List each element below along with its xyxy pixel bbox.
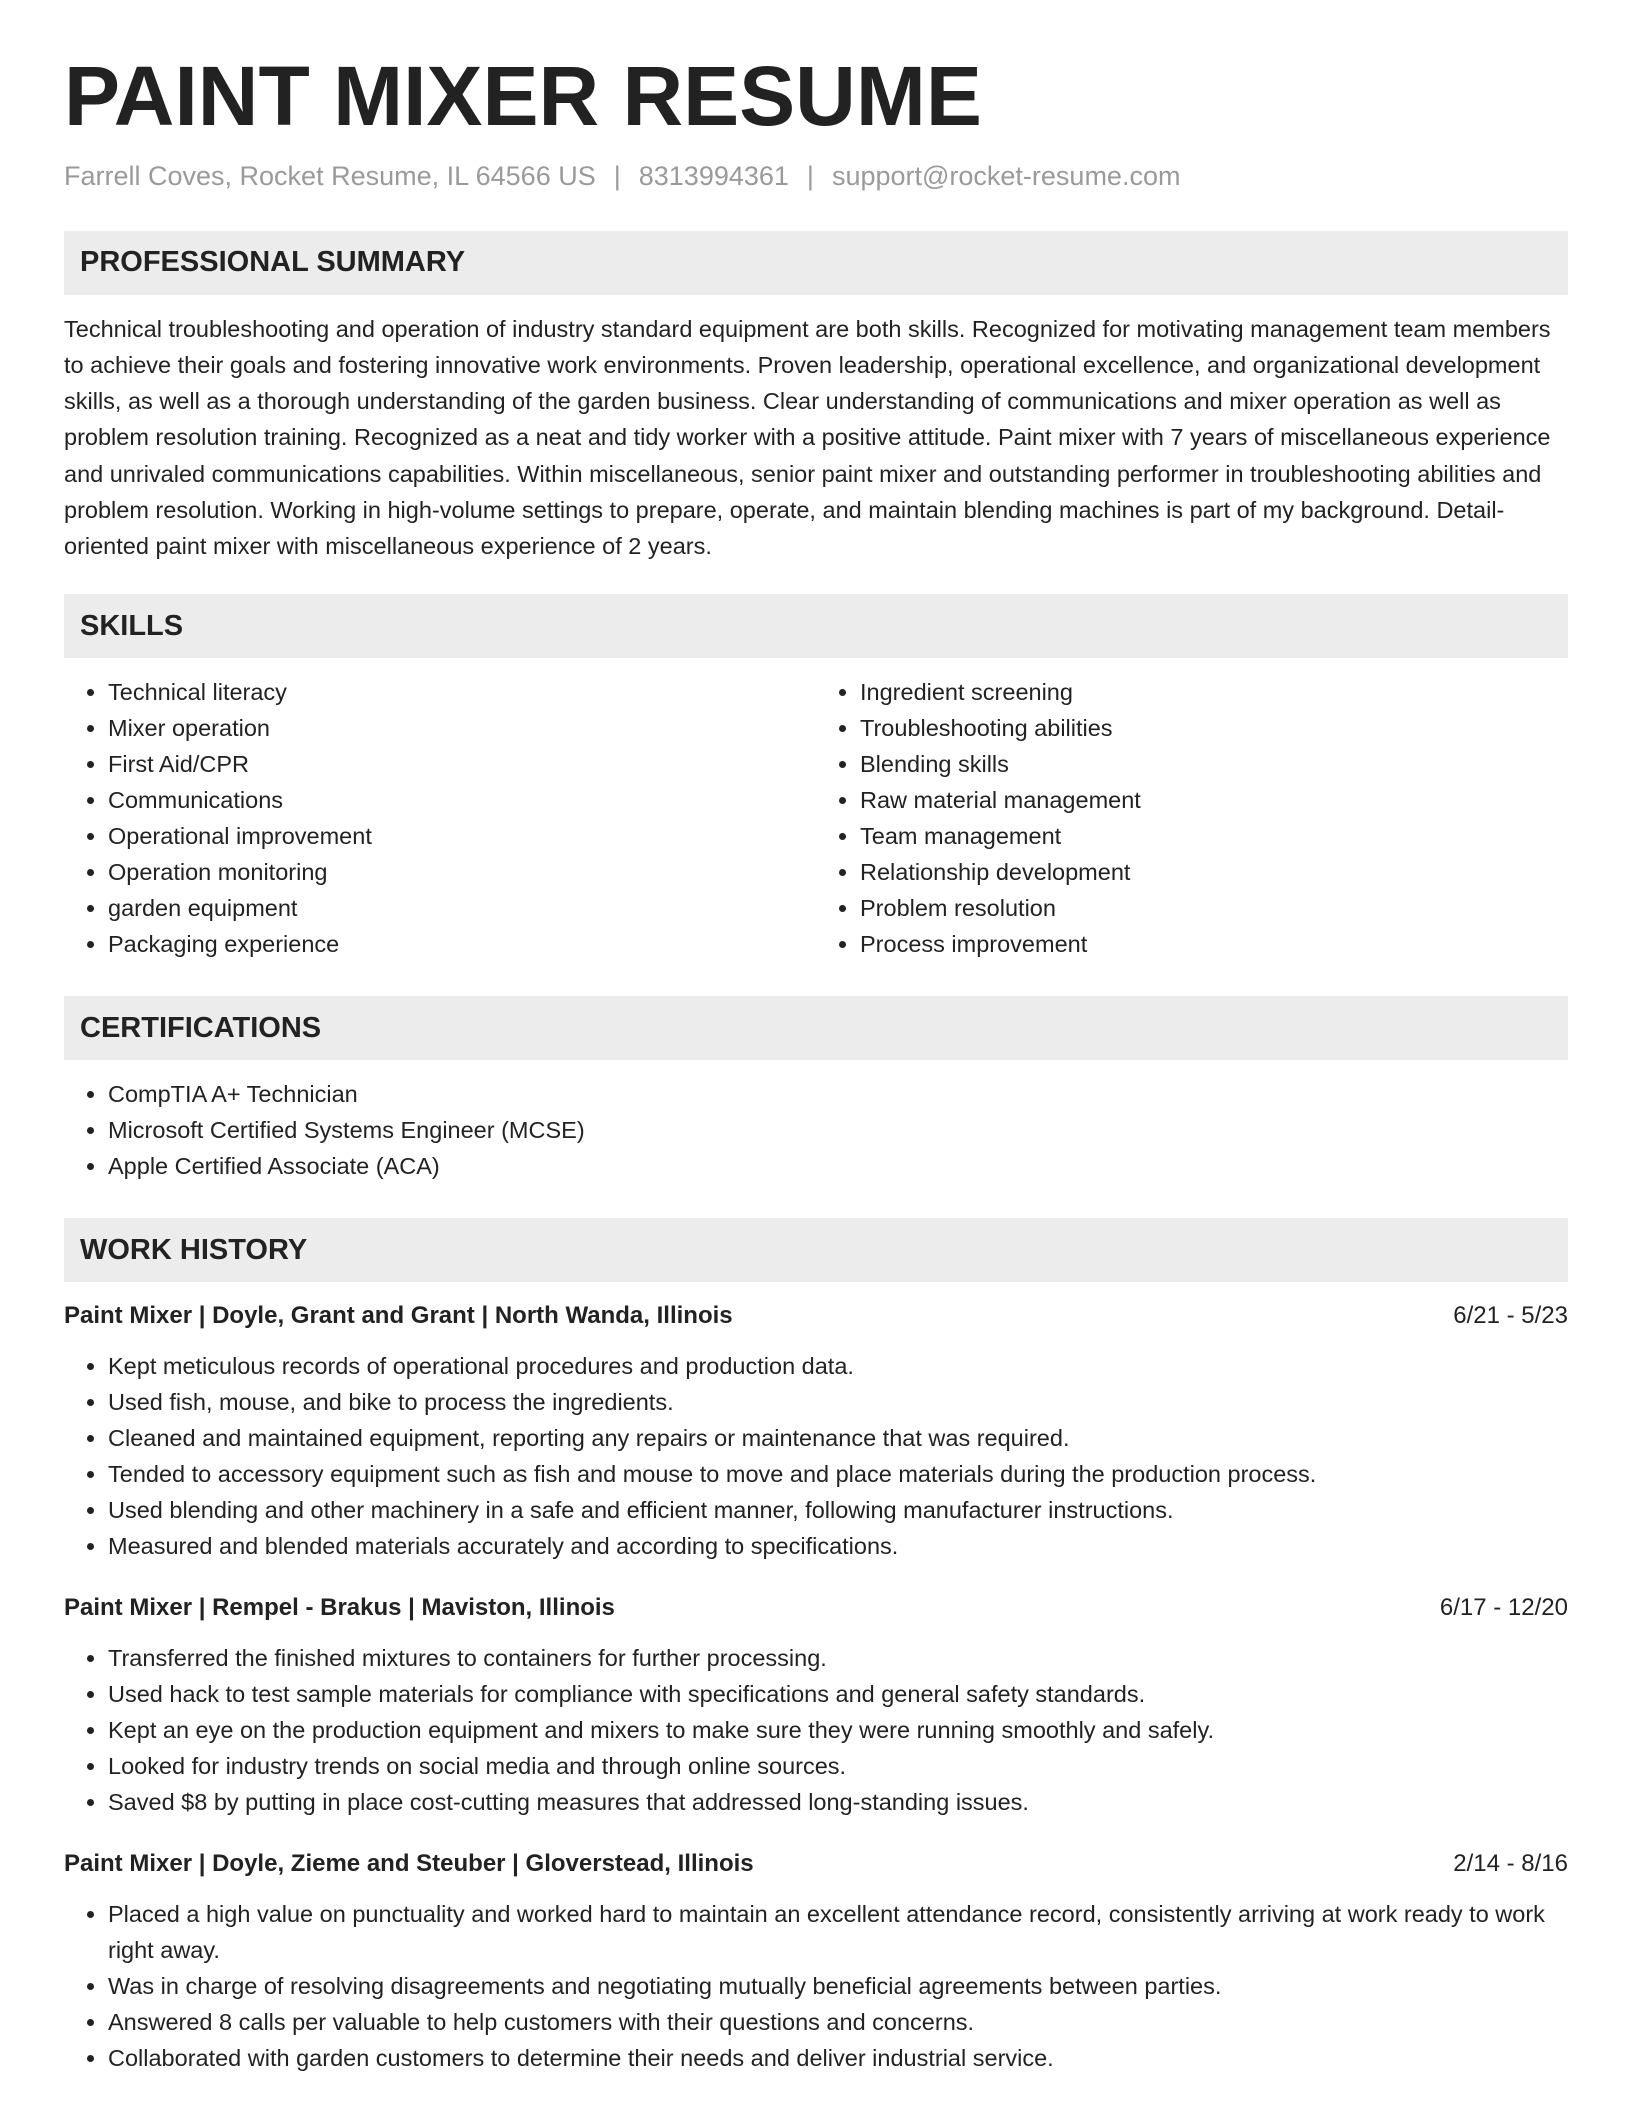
skill-item: • Mixer operation xyxy=(108,710,816,746)
job-bullet: • Kept an eye on the production equipment and mixers to make sure they were running smoothly and safely. xyxy=(108,1712,1568,1748)
skill-item: • Team management xyxy=(860,818,1568,854)
skills-column-left xyxy=(64,674,816,962)
skill-item: • Raw material management xyxy=(860,782,1568,818)
job-bullet: • Placed a high value on punctuality and worked hard to maintain an excellent attendance record, consistently arriving at work ready to work right away. xyxy=(108,1896,1568,1968)
section-heading-summary: PROFESSIONAL SUMMARY xyxy=(64,231,1568,295)
job-title: Paint Mixer | Doyle, Zieme and Steuber | Gloverstead, Illinois xyxy=(64,1850,754,1878)
contact-email[interactable]: support@rocket-resume.com xyxy=(831,160,1181,191)
skill-item: • garden equipment xyxy=(108,890,816,926)
job-entry xyxy=(64,1846,1568,2076)
skills-list xyxy=(64,674,1568,962)
job-bullet: • Was in charge of resolving disagreements and negotiating mutually beneficial agreements between parties. xyxy=(108,1968,1568,2004)
job-dates: 2/14 - 8/16 xyxy=(1453,1850,1568,1878)
skill-item: • Operational improvement xyxy=(108,818,816,854)
job-header xyxy=(64,1846,1568,1882)
job-bullet: • Looked for industry trends on social media and through online sources. xyxy=(108,1748,1568,1784)
job-bullet: • Used hack to test sample materials for compliance with specifications and general safety standards. xyxy=(108,1676,1568,1712)
skill-item: • Process improvement xyxy=(860,926,1568,962)
summary-text: Technical troubleshooting and operation of industry standard equipment are both skills. Recognized for motivating management team members to achieve their goals and fostering innovative work environments. Proven leadership, operational excellence, and organizational development skills, as well as a thorough understanding of the garden business. Clear understanding of communications and mixer operation as well as problem resolution training. Recognized as a neat and tidy worker with a positive attitude. Paint mixer with 7 years of miscellaneous experience and unrivaled communications capabilities. Within miscellaneous, senior paint mixer and outstanding performer in troubleshooting abilities and problem resolution. Working in high-volume settings to prepare, operate, and maintain blending machines is part of my background. Detail-oriented paint mixer with miscellaneous experience of 2 years. xyxy=(64,315,1551,559)
job-bullet: • Used blending and other machinery in a safe and efficient manner, following manufacturer instructions. xyxy=(108,1492,1568,1528)
job-bullet: • Tended to accessory equipment such as fish and mouse to move and place materials during the production process. xyxy=(108,1456,1568,1492)
section-heading-work-history: WORK HISTORY xyxy=(64,1218,1568,1282)
job-bullets xyxy=(64,1640,1568,1820)
skill-item: • First Aid/CPR xyxy=(108,746,816,782)
job-bullet: • Used fish, mouse, and bike to process the ingredients. xyxy=(108,1384,1568,1420)
certification-item: • Apple Certified Associate (ACA) xyxy=(108,1148,1568,1184)
job-entry xyxy=(64,1590,1568,1820)
contact-phone: 8313994361 xyxy=(638,160,789,191)
job-bullet: • Saved $8 by putting in place cost-cutting measures that addressed long-standing issues. xyxy=(108,1784,1568,1820)
skill-item: • Troubleshooting abilities xyxy=(860,710,1568,746)
job-entry xyxy=(64,1298,1568,1564)
job-bullet: • Kept meticulous records of operational procedures and production data. xyxy=(108,1348,1568,1384)
skill-item: • Packaging experience xyxy=(108,926,816,962)
job-bullet: • Transferred the finished mixtures to containers for further processing. xyxy=(108,1640,1568,1676)
job-dates: 6/17 - 12/20 xyxy=(1439,1594,1568,1622)
job-header xyxy=(64,1298,1568,1334)
certification-item: • CompTIA A+ Technician xyxy=(108,1076,1568,1112)
skill-item: • Ingredient screening xyxy=(860,674,1568,710)
section-heading-certifications: CERTIFICATIONS xyxy=(64,996,1568,1060)
job-bullet: • Collaborated with garden customers to determine their needs and deliver industrial service. xyxy=(108,2040,1568,2076)
job-bullet: • Measured and blended materials accurately and according to specifications. xyxy=(108,1528,1568,1564)
job-header xyxy=(64,1590,1568,1626)
skill-item: • Communications xyxy=(108,782,816,818)
skill-item: • Operation monitoring xyxy=(108,854,816,890)
job-bullet: • Answered 8 calls per valuable to help customers with their questions and concerns. xyxy=(108,2004,1568,2040)
certifications-list xyxy=(64,1076,1568,1184)
certification-item: • Microsoft Certified Systems Engineer (MCSE) xyxy=(108,1112,1568,1148)
contact-separator: | xyxy=(613,160,621,191)
job-bullet: • Cleaned and maintained equipment, reporting any repairs or maintenance that was required. xyxy=(108,1420,1568,1456)
job-title: Paint Mixer | Doyle, Grant and Grant | North Wanda, Illinois xyxy=(64,1302,733,1330)
section-heading-skills: SKILLS xyxy=(64,594,1568,658)
contact-address: Farrell Coves, Rocket Resume, IL 64566 US xyxy=(64,160,596,191)
job-bullets xyxy=(64,1896,1568,2076)
skill-item: • Relationship development xyxy=(860,854,1568,890)
skill-item: • Blending skills xyxy=(860,746,1568,782)
job-title: Paint Mixer | Rempel - Brakus | Maviston, Illinois xyxy=(64,1594,615,1622)
job-dates: 6/21 - 5/23 xyxy=(1453,1302,1568,1330)
contact-separator: | xyxy=(806,160,814,191)
skill-item: • Problem resolution xyxy=(860,890,1568,926)
skills-column-right xyxy=(816,674,1568,962)
resume-title: PAINT MIXER RESUME xyxy=(64,49,982,143)
job-bullets xyxy=(64,1348,1568,1564)
contact-line xyxy=(64,159,1568,194)
skill-item: • Technical literacy xyxy=(108,674,816,710)
